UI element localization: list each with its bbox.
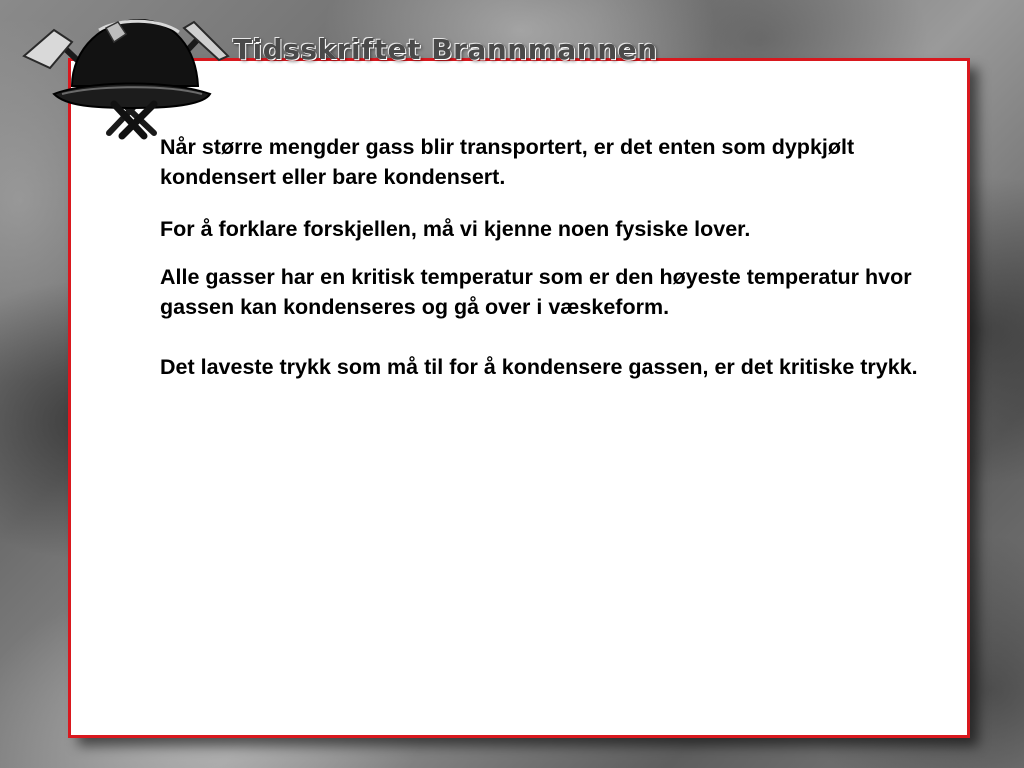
paragraph-transport: Når større mengder gass blir transportert, er det enten som dypkjølt kondensert eller bare kondensert. [160, 135, 855, 189]
paragraph-critical-temperature: Alle gasser har en kritisk temperatur som er den høyeste temperatur hvor gassen kan kondenseres og gå over i væskeform. [160, 265, 912, 319]
fire-helmet-axes-logo-icon [14, 8, 242, 140]
paragraph-physics-laws: For å forklare forskjellen, må vi kjenne noen fysiske lover. [160, 217, 751, 241]
masthead-title: Tidsskriftet Brannmannen [233, 33, 658, 66]
slide-body [160, 132, 920, 382]
paragraph-critical-pressure: Det laveste trykk som må til for å kondensere gassen, er det kritiske trykk. [160, 355, 918, 379]
